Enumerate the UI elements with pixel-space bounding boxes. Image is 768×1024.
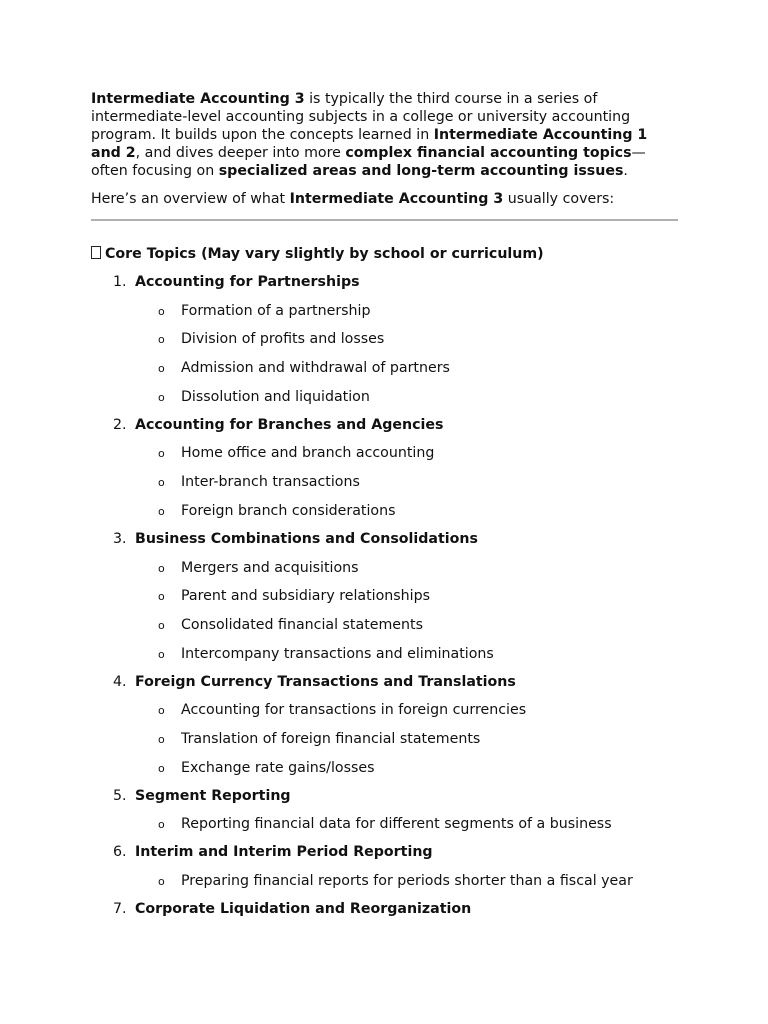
topic-number: 5. <box>113 787 127 804</box>
topic-title: Accounting for Branches and Agencies <box>135 416 444 433</box>
subtopic-list <box>91 444 681 519</box>
subtopic-text: Preparing financial reports for periods shorter than a fiscal year <box>181 873 633 889</box>
subtopic-text: Foreign branch considerations <box>181 502 396 519</box>
topic-number: 7. <box>113 901 127 917</box>
topic-number: 1. <box>113 274 127 290</box>
subtopic-list <box>91 302 681 406</box>
subtopic-item <box>91 815 681 833</box>
overview-text-pre: Here’s an overview of what <box>91 191 290 207</box>
subtopic-item <box>91 444 681 462</box>
circle-bullet-icon: o <box>158 761 165 775</box>
intro-text-4: . <box>623 163 628 179</box>
circle-bullet-icon: o <box>158 618 165 632</box>
subtopic-item <box>91 701 681 719</box>
circle-bullet-icon: o <box>158 390 165 404</box>
subtopic-item <box>91 872 681 890</box>
intro-text-3: —often focusing on <box>91 145 646 179</box>
overview-text-post: usually covers: <box>503 191 615 207</box>
topic-title: Accounting for Partnerships <box>135 274 360 290</box>
subtopic-text: Reporting financial data for different segments of a business <box>181 816 612 833</box>
circle-bullet-icon: o <box>158 561 165 575</box>
subtopic-item <box>91 587 681 605</box>
subtopic-text: Division of profits and losses <box>181 331 385 348</box>
intro-paragraph <box>91 90 681 180</box>
subtopic-item <box>91 559 681 577</box>
topic-item <box>91 843 681 890</box>
subtopic-text: Mergers and acquisitions <box>181 559 359 576</box>
topic-item <box>91 673 681 777</box>
subtopic-item <box>91 730 681 748</box>
subtopic-item <box>91 759 681 777</box>
topic-number: 6. <box>113 844 127 861</box>
topic-number: 3. <box>113 530 127 547</box>
topic-number: 2. <box>113 416 127 433</box>
subtopic-list <box>91 559 681 663</box>
topic-item <box>91 787 681 834</box>
subtopic-text: Admission and withdrawal of partners <box>181 360 450 377</box>
topic-item <box>91 900 681 918</box>
circle-bullet-icon: o <box>158 875 165 888</box>
subtopic-list <box>91 872 681 890</box>
subtopic-text: Accounting for transactions in foreign currencies <box>181 702 527 719</box>
subtopic-text: Dissolution and liquidation <box>181 388 370 405</box>
subtopic-text: Parent and subsidiary relationships <box>181 588 431 605</box>
intro-text-1: is typically the third course in a series of intermediate-level accounting subjects in a college or university accounting program. It builds upon the concepts learned in <box>91 91 631 143</box>
intro-bold-course: Intermediate Accounting 3 <box>91 91 305 107</box>
section-heading-text: Core Topics (May vary slightly by school or curriculum) <box>105 246 544 262</box>
subtopic-list <box>91 701 681 776</box>
topic-title: Segment Reporting <box>135 787 291 804</box>
subtopic-text: Formation of a partnership <box>181 302 371 319</box>
topic-item <box>91 273 681 406</box>
circle-bullet-icon: o <box>158 732 165 746</box>
subtopic-item <box>91 388 681 406</box>
topic-item <box>91 530 681 663</box>
circle-bullet-icon: o <box>158 333 165 347</box>
subtopic-list <box>91 815 681 833</box>
circle-bullet-icon: o <box>158 704 165 718</box>
intro-bold-areas: specialized areas and long-term accounting issues <box>218 163 624 179</box>
horizontal-divider <box>91 219 678 221</box>
section-heading <box>91 245 681 263</box>
overview-paragraph <box>91 190 681 208</box>
subtopic-text: Home office and branch accounting <box>181 445 435 462</box>
missing-glyph-icon <box>91 246 101 259</box>
subtopic-item <box>91 473 681 491</box>
circle-bullet-icon: o <box>158 818 165 832</box>
topics-list <box>91 273 681 918</box>
subtopic-item <box>91 359 681 377</box>
subtopic-text: Consolidated financial statements <box>181 616 423 633</box>
subtopic-text: Translation of foreign financial statements <box>181 730 481 747</box>
circle-bullet-icon: o <box>158 647 165 661</box>
subtopic-item <box>91 330 681 348</box>
topic-number: 4. <box>113 673 127 690</box>
intro-text-2: , and dives deeper into more <box>135 145 346 161</box>
circle-bullet-icon: o <box>158 504 165 518</box>
document-page <box>91 90 681 918</box>
subtopic-item <box>91 616 681 634</box>
subtopic-text: Intercompany transactions and eliminations <box>181 645 494 662</box>
subtopic-item <box>91 302 681 320</box>
subtopic-item <box>91 645 681 663</box>
circle-bullet-icon: o <box>158 304 165 318</box>
circle-bullet-icon: o <box>158 447 165 461</box>
subtopic-text: Exchange rate gains/losses <box>181 759 375 776</box>
intro-bold-topics: complex financial accounting topics <box>345 145 632 161</box>
subtopic-item <box>91 502 681 520</box>
overview-bold-course: Intermediate Accounting 3 <box>289 191 504 207</box>
circle-bullet-icon: o <box>158 362 165 376</box>
topic-title: Interim and Interim Period Reporting <box>135 844 433 861</box>
topic-title: Corporate Liquidation and Reorganization <box>135 901 472 917</box>
circle-bullet-icon: o <box>158 476 165 490</box>
circle-bullet-icon: o <box>158 590 165 604</box>
topic-item <box>91 416 681 520</box>
intro-bold-prereq: Intermediate Accounting 1 and 2 <box>91 127 648 161</box>
subtopic-text: Inter-branch transactions <box>181 474 360 491</box>
topic-title: Foreign Currency Transactions and Translations <box>135 673 516 690</box>
topic-title: Business Combinations and Consolidations <box>135 530 478 547</box>
